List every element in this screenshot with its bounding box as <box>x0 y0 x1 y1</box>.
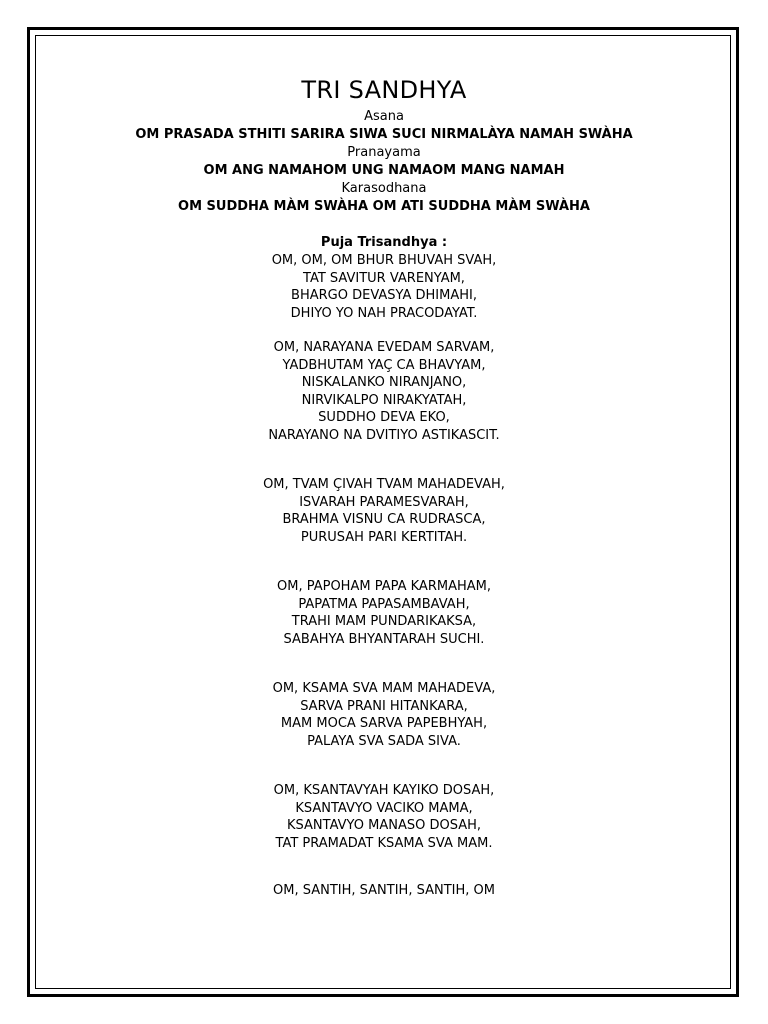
verse-line: OM, NARAYANA EVEDAM SARVAM, <box>273 340 495 355</box>
verse-line: KSANTAVYO MANASO DOSAH, <box>287 818 481 833</box>
verse-line: ISVARAH PARAMESVARAH, <box>299 494 469 510</box>
verse-line: YADBHUTAM YAÇ CA BHAVYAM, <box>282 357 486 373</box>
mantra-karasodhana: OM SUDDHA MÀM SWÀHA OM ATI SUDDHA MÀM SWÀHA <box>178 199 590 214</box>
verse-line: OM, TVAM ÇIVAH TVAM MAHADEVAH, <box>263 477 505 492</box>
section-label-pranayama: Pranayama <box>347 145 421 160</box>
verse-line: TAT SAVITUR VARENYAM, <box>303 270 465 286</box>
verse-line: OM, PAPOHAM PAPA KARMAHAM, <box>277 579 491 594</box>
verse-line: OM, KSANTAVYAH KAYIKO DOSAH, <box>273 783 495 798</box>
verse-line: KSANTAVYO VACIKO MAMA, <box>295 800 473 816</box>
mantra-pranayama: OM ANG NAMAHOM UNG NAMAOM MANG NAMAH <box>203 163 565 178</box>
verse-line: OM, OM, OM BHUR BHUVAH SVAH, <box>271 253 497 268</box>
section-label-asana: Asana <box>364 109 404 124</box>
verse-line: MAM MOCA SARVA PAPEBHYAH, <box>280 716 488 731</box>
verse-6 <box>40 782 728 852</box>
section-label-karasodhana: Karasodhana <box>341 181 427 196</box>
verse-line: TRAHI MAM PUNDARIKAKSA, <box>291 614 477 629</box>
document-title: TRI SANDHYA <box>301 76 467 104</box>
verse-line: NARAYANO NA DVITIYO ASTIKASCIT. <box>268 427 500 443</box>
verse-5 <box>40 680 728 750</box>
puja-heading: Puja Trisandhya : <box>320 235 448 250</box>
verse-4 <box>40 578 728 648</box>
closing-mantra: OM, SANTIH, SANTIH, SANTIH, OM <box>273 883 495 898</box>
verse-3 <box>40 476 728 546</box>
verse-line: BRAHMA VISNU CA RUDRASCA, <box>282 512 486 527</box>
mantra-asana: OM PRASADA STHITI SARIRA SIWA SUCI NIRMALÀYA NAMAH SWÀHA <box>135 127 633 142</box>
verse-2 <box>40 339 728 444</box>
verse-line: OM, KSAMA SVA MAM MAHADEVA, <box>272 681 496 696</box>
verse-line: BHARGO DEVASYA DHIMAHI, <box>291 288 477 303</box>
verse-line: SABAHYA BHYANTARAH SUCHI. <box>283 631 485 647</box>
verse-line: PALAYA SVA SADA SIVA. <box>307 733 461 749</box>
verse-line: TAT PRAMADAT KSAMA SVA MAM. <box>275 835 493 851</box>
verse-line: DHIYO YO NAH PRACODAYAT. <box>290 305 478 321</box>
verse-line: SUDDHO DEVA EKO, <box>318 410 450 425</box>
document-body <box>40 72 728 900</box>
verse-line: SARVA PRANI HITANKARA, <box>300 698 468 714</box>
verse-line: PAPATMA PAPASAMBAVAH, <box>298 596 470 612</box>
verse-1 <box>40 252 728 322</box>
verse-line: NISKALANKO NIRANJANO, <box>301 375 467 390</box>
verse-line: PURUSAH PARI KERTITAH. <box>300 529 468 545</box>
verse-line: NIRVIKALPO NIRAKYATAH, <box>301 392 467 408</box>
